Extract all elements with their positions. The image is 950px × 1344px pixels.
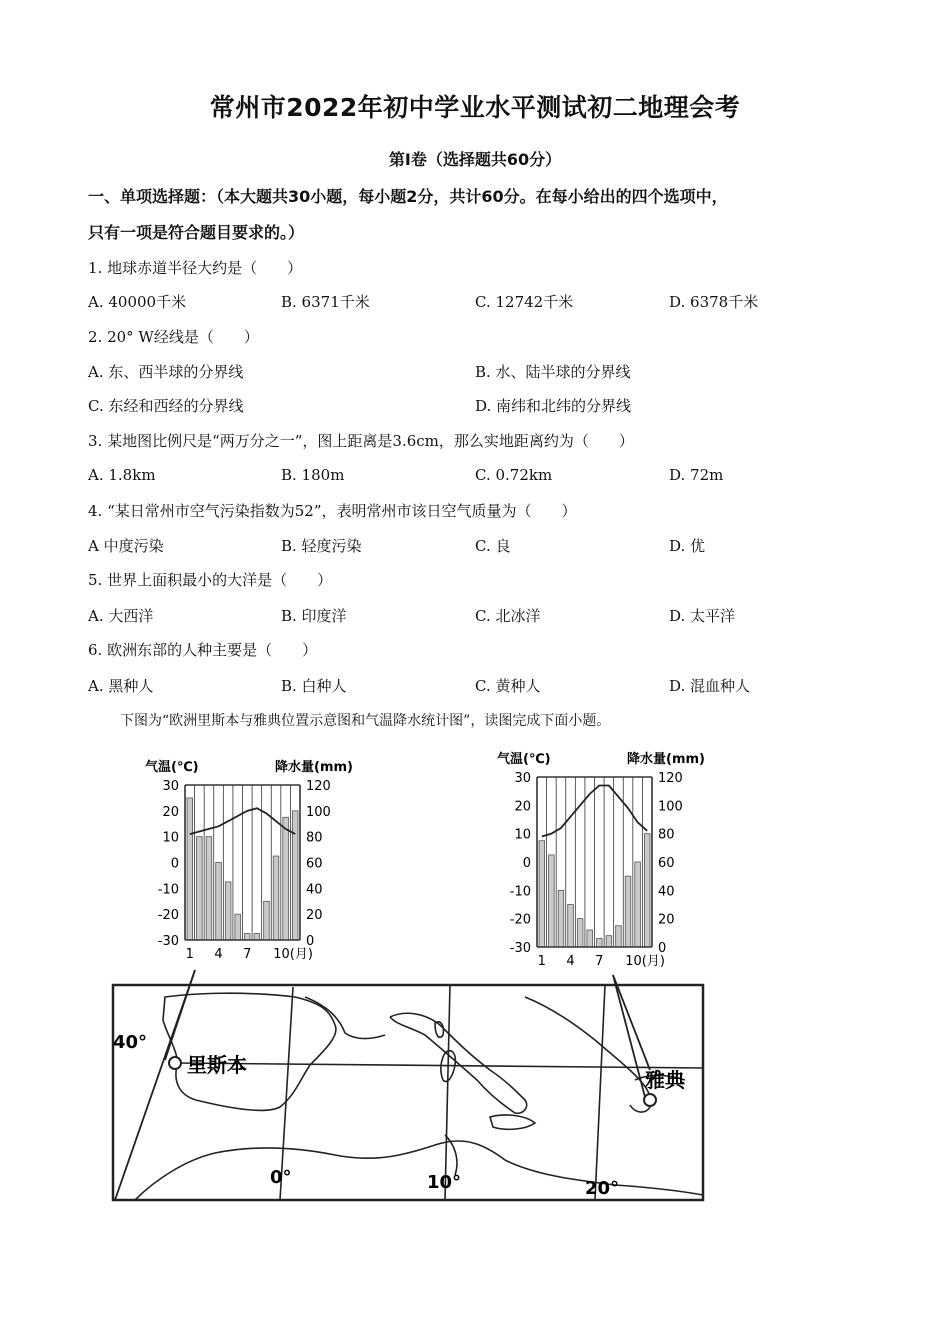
athens-precip-bar (558, 890, 564, 947)
question-1-option-c[interactable]: C. 12742千米 (475, 293, 574, 311)
question-6-option-b[interactable]: B. 白种人 (281, 677, 347, 695)
lisbon-precip-bar (292, 811, 298, 940)
athens-temp-tick: -20 (509, 912, 531, 928)
question-5-option-b[interactable]: B. 印度洋 (281, 607, 347, 625)
question-1-stem: 1. 地球赤道半径大约是（ ） (88, 259, 303, 277)
europe-map (113, 985, 703, 1200)
climate-map-figure (105, 735, 715, 1210)
question-2-option-d[interactable]: D. 南纬和北纬的分界线 (475, 397, 632, 415)
athens-temp-tick: -10 (509, 884, 531, 900)
question-5-option-c[interactable]: C. 北冰洋 (475, 607, 541, 625)
athens-temp-tick: 20 (514, 799, 531, 815)
lisbon-precip-bar (245, 934, 251, 940)
lisbon-precip-bar (216, 863, 222, 941)
athens-precip-tick: 80 (658, 827, 675, 843)
question-6-stem: 6. 欧洲东部的人种主要是（ ） (88, 641, 318, 659)
question-4-option-c[interactable]: C. 良 (475, 537, 511, 555)
latitude-label: 40° (113, 1032, 148, 1053)
lisbon-month-tick: 4 (214, 947, 223, 962)
question-3-option-a[interactable]: A. 1.8km (88, 466, 156, 484)
lisbon-precip-tick: 80 (306, 830, 323, 846)
athens-precip-tick: 0 (658, 941, 667, 956)
athens-precip-bar (625, 876, 631, 947)
lisbon-precip-tick: 0 (306, 934, 315, 949)
question-5-option-d[interactable]: D. 太平洋 (669, 607, 736, 625)
longitude-label-20: 20° (585, 1178, 620, 1199)
question-6-option-c[interactable]: C. 黄种人 (475, 677, 541, 695)
figure-intro: 下图为“欧洲里斯本与雅典位置示意图和气温降水统计图”，读图完成下面小题。 (120, 713, 611, 729)
athens-precip-bar (606, 936, 612, 947)
lisbon-temp-tick: -10 (157, 882, 179, 898)
athens-precip-axis-label: 降水量(mm) (627, 752, 705, 767)
athens-precip-bar (549, 855, 555, 947)
section-heading-line2: 只有一项是符合题目要求的。） (88, 223, 305, 242)
lisbon-climate-chart (145, 759, 353, 962)
athens-precip-tick: 20 (658, 912, 675, 928)
chart-pointers (115, 970, 650, 1200)
question-4-stem: 4. “某日常州市空气污染指数为52”，表明常州市该日空气质量为（ ） (88, 502, 577, 520)
question-6-option-d[interactable]: D. 混血种人 (669, 677, 751, 695)
question-1-option-b[interactable]: B. 6371千米 (281, 293, 370, 311)
lisbon-precip-bar (206, 837, 212, 940)
question-4-option-d[interactable]: D. 优 (669, 537, 706, 555)
athens-temp-tick: 30 (514, 771, 531, 786)
athens-label: 雅典 (645, 1068, 685, 1092)
question-1-option-a[interactable]: A. 40000千米 (88, 293, 187, 311)
question-5-option-a[interactable]: A. 大西洋 (88, 607, 154, 625)
athens-precip-tick: 100 (658, 799, 683, 815)
lisbon-temp-tick: 20 (162, 804, 179, 820)
athens-precip-tick: 60 (658, 856, 675, 871)
lisbon-precip-tick: 100 (306, 804, 331, 820)
question-1-option-d[interactable]: D. 6378千米 (669, 293, 759, 311)
lisbon-precip-bar (225, 882, 231, 940)
lisbon-precip-bar (197, 837, 203, 940)
athens-precip-bar (587, 930, 593, 947)
lisbon-month-tick: 1 (185, 947, 194, 962)
lisbon-precip-tick: 60 (306, 856, 323, 872)
lisbon-precip-bar (283, 817, 289, 940)
longitude-label-0: 0° (270, 1167, 292, 1188)
part-heading: 第Ⅰ卷（选择题共60分） (388, 150, 562, 169)
athens-precip-bar (616, 926, 622, 947)
lisbon-month-tick: 7 (243, 947, 252, 962)
question-6-option-a[interactable]: A. 黑种人 (88, 677, 154, 695)
athens-precip-tick: 40 (658, 884, 675, 900)
lisbon-temp-axis-label: 气温(℃) (145, 760, 199, 775)
question-2-option-b[interactable]: B. 水、陆半球的分界线 (475, 363, 631, 381)
athens-month-tick: 10(月) (625, 954, 665, 969)
question-3-option-d[interactable]: D. 72m (669, 466, 724, 484)
lisbon-precip-axis-label: 降水量(mm) (275, 760, 353, 775)
section-heading-line1: 一、单项选择题：（本大题共30小题，每小题2分，共计60分。在每小给出的四个选项中， (88, 187, 728, 206)
lisbon-temp-tick: -20 (157, 908, 179, 924)
lisbon-temp-tick: -30 (157, 934, 179, 949)
lisbon-temp-tick: 30 (162, 779, 179, 794)
athens-temp-tick: 10 (514, 827, 531, 843)
question-3-option-c[interactable]: C. 0.72km (475, 466, 553, 484)
lisbon-temp-tick: 0 (170, 856, 179, 872)
question-3-stem: 3. 某地图比例尺是“两万分之一”，图上距离是3.6cm，那么实地距离约为（ ） (88, 432, 634, 450)
lisbon-month-tick: 10(月) (273, 947, 313, 962)
lisbon-precip-bar (187, 798, 193, 940)
athens-precip-bar (568, 905, 574, 948)
athens-month-tick: 4 (566, 954, 575, 969)
question-5-stem: 5. 世界上面积最小的大洋是（ ） (88, 571, 333, 589)
athens-temp-tick: -30 (509, 941, 531, 956)
lisbon-precip-bar (254, 934, 260, 940)
athens-climate-chart (497, 751, 705, 969)
athens-temp-tick: 0 (522, 856, 531, 871)
athens-marker (644, 1094, 656, 1106)
lisbon-precip-tick: 120 (306, 779, 331, 794)
page-title: 常州市2022年初中学业水平测试初二地理会考 (209, 93, 741, 122)
athens-precip-bar (577, 919, 583, 947)
lisbon-precip-bar (264, 901, 270, 940)
question-4-option-a[interactable]: A 中度污染 (88, 537, 164, 555)
athens-month-tick: 1 (537, 954, 546, 969)
lisbon-precip-bar (273, 856, 279, 940)
athens-precip-bar (644, 834, 650, 947)
athens-precip-tick: 120 (658, 771, 683, 786)
athens-precip-bar (539, 841, 545, 947)
athens-precip-bar (597, 939, 603, 948)
question-2-stem: 2. 20° W经线是（ ） (88, 328, 259, 346)
question-2-option-a[interactable]: A. 东、西半球的分界线 (88, 363, 244, 381)
lisbon-label: 里斯本 (187, 1053, 247, 1077)
lisbon-precip-bar (235, 914, 241, 940)
athens-temp-axis-label: 气温(℃) (497, 752, 551, 767)
lisbon-precip-tick: 20 (306, 908, 323, 924)
longitude-label-10: 10° (427, 1172, 462, 1193)
lisbon-temp-tick: 10 (162, 830, 179, 846)
question-3-option-b[interactable]: B. 180m (281, 466, 345, 484)
question-2-option-c[interactable]: C. 东经和西经的分界线 (88, 397, 244, 415)
athens-month-tick: 7 (595, 954, 604, 969)
athens-precip-bar (635, 862, 641, 947)
lisbon-precip-tick: 40 (306, 882, 323, 898)
lisbon-marker (169, 1057, 181, 1069)
question-4-option-b[interactable]: B. 轻度污染 (281, 537, 362, 555)
